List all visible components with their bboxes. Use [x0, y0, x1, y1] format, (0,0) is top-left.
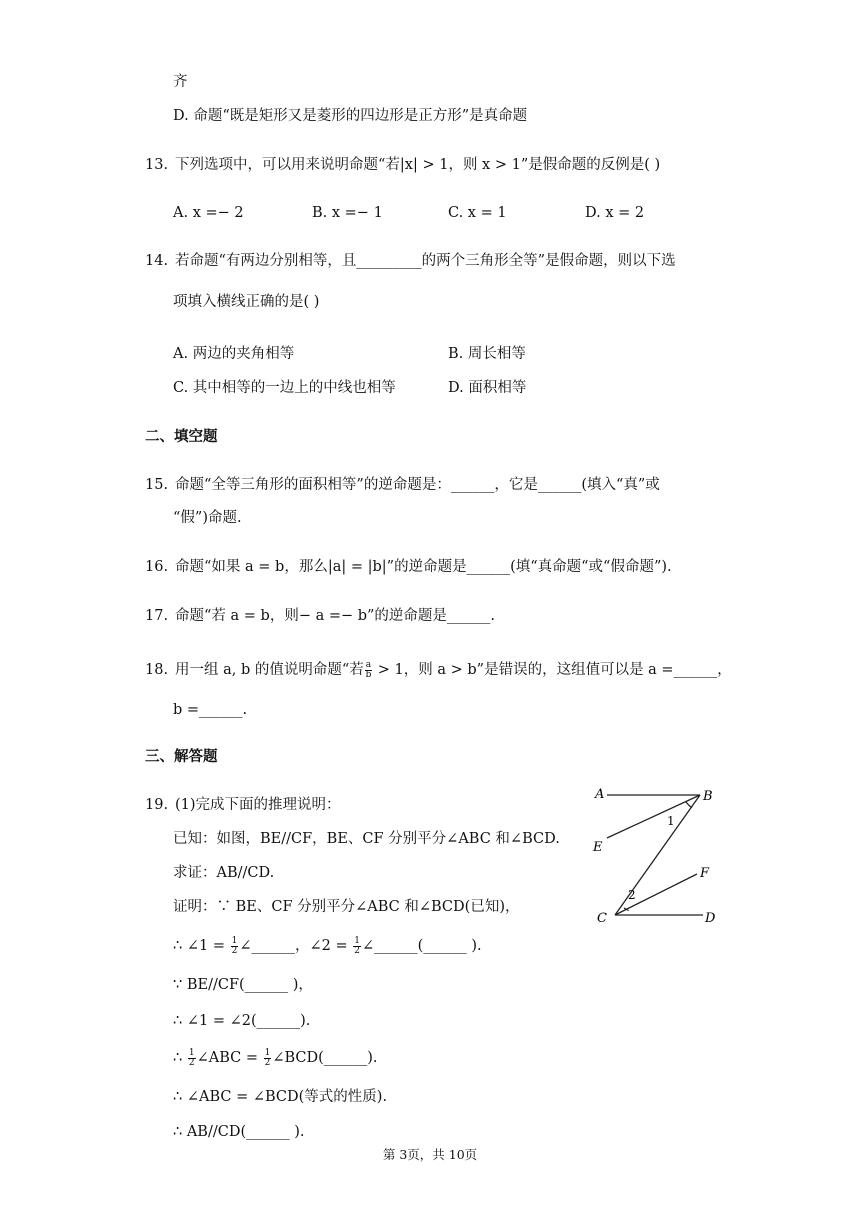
question-13: 下列选项中，可以用来说明命题“若|x| > 1，则 x > 1”是假命题的反例是( ): [175, 157, 661, 173]
fraction: $\frac{a}{b}$: [365, 659, 372, 680]
q13-option-d: D. x = 2: [585, 205, 645, 221]
proof-start: 证明：∵ BE、CF 分别平分∠ABC 和∠BCD(已知)，: [173, 899, 520, 915]
question-16: 命题“如果 a = b，那么|a| = |b|”的逆命题是______(填“真命题“或“假命题”).: [175, 559, 672, 575]
proof-step-4: ∴ $\frac{1}{2}$ ∠ABC = $\frac{1}{2}$ ∠BCD(______).: [173, 1047, 378, 1068]
section-heading: 二、填空题: [145, 428, 218, 445]
proof-step-3: ∴ ∠1 = ∠2(______).: [173, 1013, 311, 1029]
text-line: 齐: [173, 74, 188, 90]
label-b: B: [703, 789, 713, 804]
q14-option-c: C. 其中相等的一边上的中线也相等: [173, 380, 396, 396]
question-15: 命题“全等三角形的面积相等”的逆命题是：______，它是______(填入“真”或: [175, 477, 660, 493]
question-14-cont: 项填入横线正确的是( ): [173, 294, 320, 310]
q18-post: > 1，则 a > b”是错误的，这组值可以是 a =______，: [373, 662, 732, 678]
q18-pre: 用一组 a, b 的值说明命题“若: [175, 662, 364, 678]
question-number: 16.: [145, 559, 169, 575]
section-heading: 三、解答题: [145, 748, 218, 765]
segment-be: [607, 795, 700, 838]
question-18: [175, 660, 732, 680]
proof-step-6: ∴ AB//CD(______ ).: [173, 1124, 305, 1140]
q13-option-a: A. x =− 2: [173, 205, 244, 221]
question-17: 命题“若 a = b，则− a =− b”的逆命题是______.: [175, 608, 496, 624]
question-19: (1)完成下面的推理说明：: [175, 797, 341, 813]
label-a: A: [595, 787, 605, 802]
question-number: 17.: [145, 608, 169, 624]
given: 已知：如图，BE//CF，BE、CF 分别平分∠ABC 和∠BCD.: [173, 831, 560, 847]
prove: 求证：AB//CD.: [173, 865, 275, 881]
question-number: 18.: [145, 662, 169, 678]
q14-option-b: B. 周长相等: [448, 346, 526, 362]
proof-step-5: ∴ ∠ABC = ∠BCD(等式的性质).: [173, 1089, 388, 1105]
fraction: $\frac{1}{2}$: [264, 1047, 271, 1068]
page-footer: 第 3页，共 10页: [382, 1147, 478, 1162]
proof-step-2: ∵ BE//CF(______ )，: [173, 977, 313, 993]
fraction: $\frac{1}{2}$: [231, 935, 238, 956]
option-d-prev: D. 命题“既是矩形又是菱形的四边形是正方形”是真命题: [173, 108, 528, 124]
label-d: D: [705, 911, 716, 926]
label-angle-2: 2: [628, 888, 636, 902]
angle-arc-1: [686, 802, 692, 807]
fraction: $\frac{1}{2}$: [188, 1047, 195, 1068]
question-18-cont: b =______.: [173, 702, 248, 718]
question-number: 13.: [145, 157, 169, 173]
question-14: 若命题“有两边分别相等，且_________的两个三角形全等”是假命题，则以下选: [175, 253, 676, 269]
label-angle-1: 1: [667, 814, 675, 828]
q13-option-b: B. x =− 1: [312, 205, 383, 221]
proof-step-1: ∴ ∠1 = $\frac{1}{2}$ ∠______，∠2 = $\frac{1}{2}$ ∠______(______ ).: [173, 935, 482, 956]
label-c: C: [597, 911, 607, 926]
question-15-cont: “假”)命题.: [173, 510, 242, 526]
q14-option-d: D. 面积相等: [448, 380, 527, 396]
question-number: 15.: [145, 477, 169, 493]
q13-option-c: C. x = 1: [448, 205, 507, 221]
fraction: $\frac{1}{2}$: [354, 935, 360, 956]
geometry-figure: [585, 780, 725, 930]
question-number: 14.: [145, 253, 169, 269]
q14-option-a: A. 两边的夹角相等: [173, 346, 295, 362]
label-e: E: [593, 840, 603, 855]
label-f: F: [700, 866, 710, 881]
question-number: 19.: [145, 797, 169, 813]
